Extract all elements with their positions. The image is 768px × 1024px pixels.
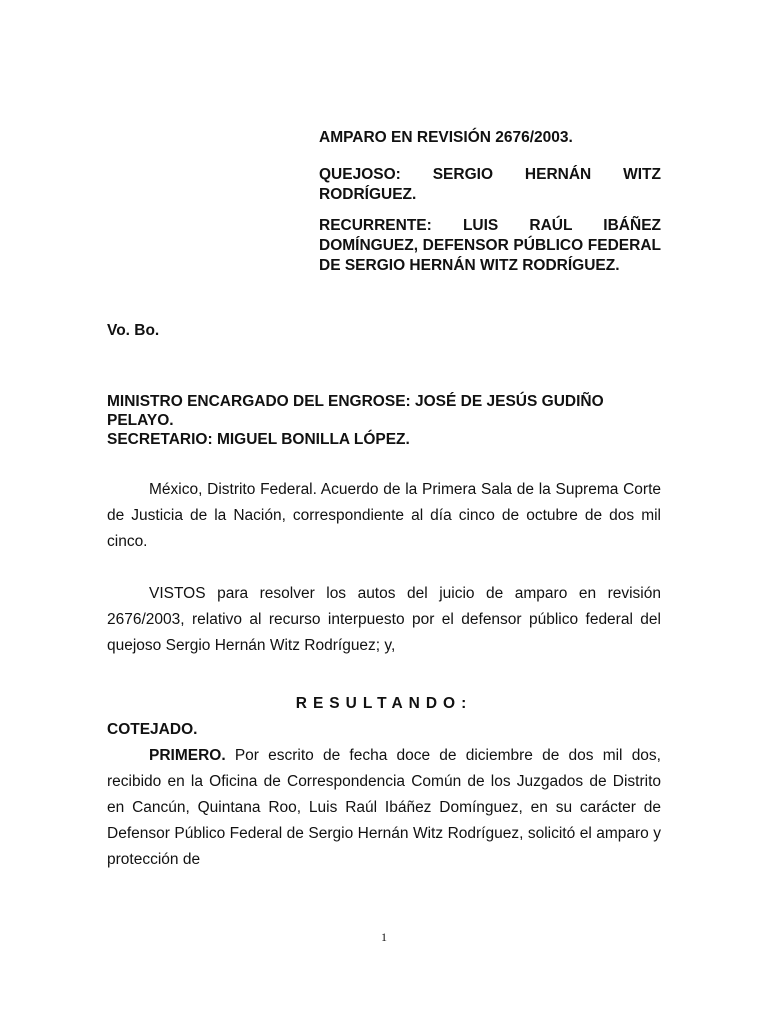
paragraph-vistos: VISTOS para resolver los autos del juicio de amparo en revisión 2676/2003, relativo al recurso interpuesto por el defensor público federal del quejoso Sergio Hernán Witz Rodríguez; y, <box>107 585 661 654</box>
paragraph-acuerdo: México, Distrito Federal. Acuerdo de la Primera Sala de la Suprema Corte de Justicia de la Nación, correspondiente al día cinco de octubre de dos mil cinco. <box>107 481 661 550</box>
paragraph-primero <box>107 743 661 873</box>
ministro-block <box>107 392 667 449</box>
ministro-line: MINISTRO ENCARGADO DEL ENGROSE: JOSÉ DE JESÚS GUDIÑO PELAYO. <box>107 393 604 429</box>
vobo-label: Vo. Bo. <box>107 322 160 339</box>
recurrente-heading: RECURRENTE: LUIS RAÚL IBÁÑEZ DOMÍNGUEZ, DEFENSOR PÚBLICO FEDERAL DE SERGIO HERNÁN WITZ RODRÍGUEZ. <box>319 217 661 274</box>
primero-text: Por escrito de fecha doce de diciembre de dos mil dos, recibido en la Oficina de Correspondencia Común de los Juzgados de Distrito en Cancún, Quintana Roo, Luis Raúl Ibáñez Domínguez, en su carácter de Defensor Público Federal de Sergio Hernán Witz Rodríguez, solicitó el amparo y protección de <box>107 747 661 868</box>
secretario-line: SECRETARIO: MIGUEL BONILLA LÓPEZ. <box>107 431 410 448</box>
resultando-heading: RESULTANDO: <box>295 695 473 712</box>
case-number-heading: AMPARO EN REVISIÓN 2676/2003. <box>319 129 573 146</box>
primero-label: PRIMERO. <box>149 747 226 764</box>
cotejado-label: COTEJADO. <box>107 721 198 738</box>
page-number: 1 <box>381 930 387 944</box>
quejoso-heading: QUEJOSO: SERGIO HERNÁN WITZ RODRÍGUEZ. <box>319 166 661 203</box>
